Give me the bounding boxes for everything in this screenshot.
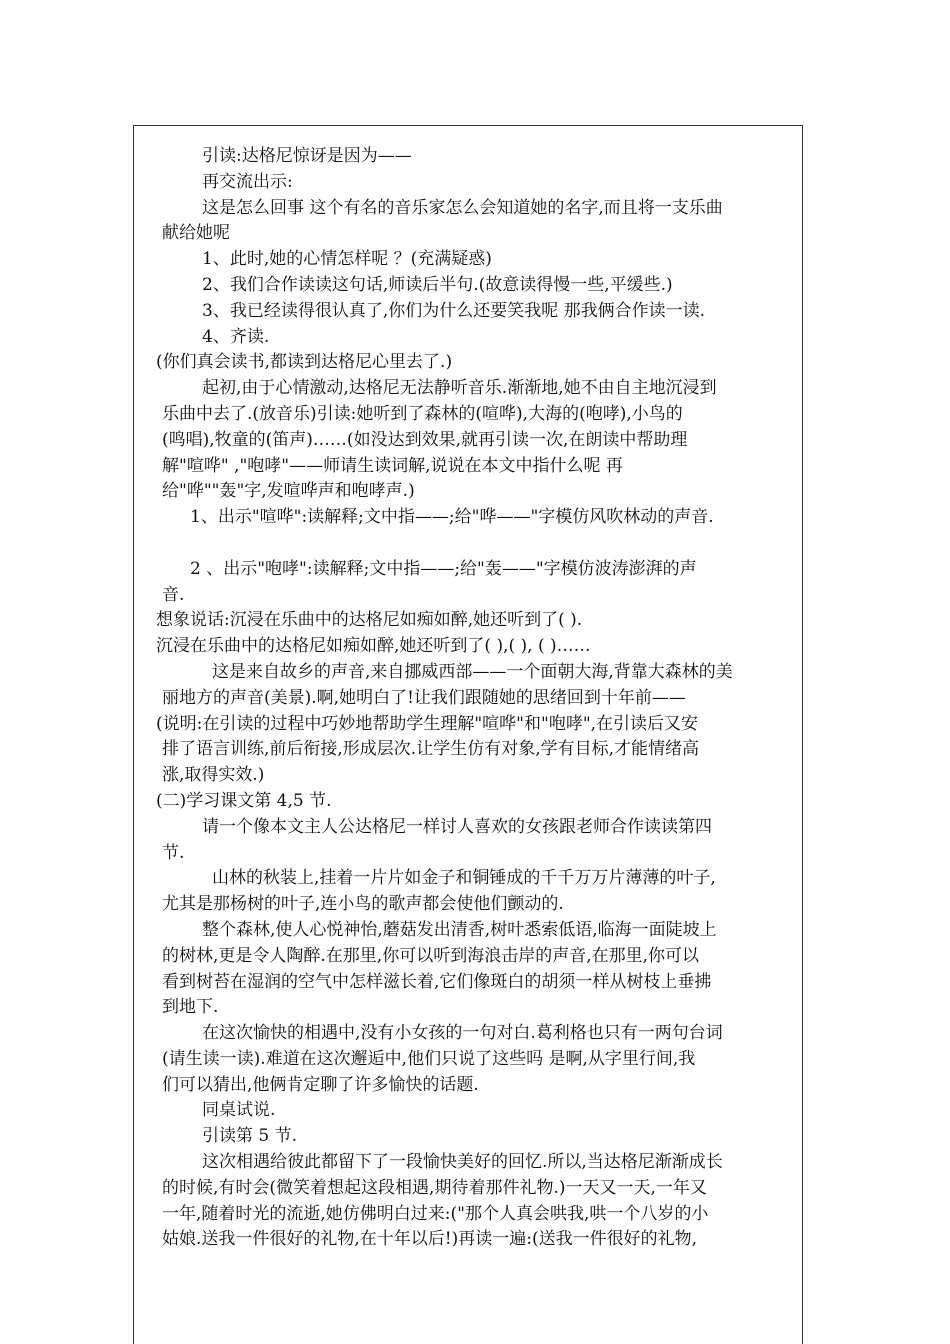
text-line: 整个森林,使人心悦神怡,蘑菇发出清香,树叶悉索低语,临海一面陡坡上 [202, 919, 717, 940]
text-line: 引读第 5 节. [202, 1126, 298, 1147]
text-line: 一年,随着时光的流逝,她仿佛明白过来:("那个人真会哄我,哄一个八岁的小 [162, 1203, 709, 1224]
text-line: 4、齐读. [202, 326, 270, 347]
text-line: 这次相遇给彼此都留下了一段愉快美好的回忆.所以,当达格尼渐渐成长 [202, 1152, 723, 1173]
text-line: 再交流出示: [202, 171, 293, 192]
text-line: 到地下. [162, 997, 219, 1018]
text-line: 沉浸在乐曲中的达格尼如痴如醉,她还听到了( ),( ), ( )…… [156, 636, 591, 657]
text-line: 2 、出示"咆哮":读解释;文中指——;给"轰——"字模仿波涛澎湃的声 [190, 558, 697, 579]
text-line: 看到树苔在湿润的空气中怎样滋长着,它们像斑白的胡须一样从树枝上垂拂 [162, 971, 712, 992]
text-line: 同桌试说. [202, 1100, 276, 1121]
text-line: 1、出示"喧哗":读解释;文中指——;给"哗——"字模仿风吹林动的声音. [190, 507, 714, 528]
text-line: 这是怎么回事 这个有名的音乐家怎么会知道她的名字,而且将一支乐曲 [202, 197, 723, 218]
text-line: (鸣唱),牧童的(笛声)……(如没达到效果,就再引读一次,在朗读中帮助理 [162, 429, 688, 450]
spacer [162, 531, 792, 557]
text-line: 排了语言训练,前后衔接,形成层次.让学生仿有对象,学有目标,才能情绪高 [162, 739, 700, 760]
text-line: 3、我已经读得很认真了,你们为什么还要笑我呢 那我俩合作读一读. [202, 300, 706, 321]
text-line: (你们真会读书,都读到达格尼心里去了.) [156, 352, 453, 373]
document-body [156, 144, 792, 1253]
text-line: 尤其是那杨树的叶子,连小鸟的歌声都会使他们颤动的. [162, 894, 564, 915]
text-line: 节. [162, 842, 185, 863]
text-line: 山林的秋装上,挂着一片片如金子和铜锤成的千千万万片薄薄的叶子, [212, 868, 716, 889]
text-line: 想象说话:沉浸在乐曲中的达格尼如痴如醉,她还听到了( ). [156, 610, 583, 631]
text-line: 引读:达格尼惊讶是因为—— [202, 146, 412, 166]
text-line: (说明:在引读的过程中巧妙地帮助学生理解"喧哗"和"咆哮",在引读后又安 [156, 713, 699, 734]
text-line: 乐曲中去了.(放音乐)引读:她听到了森林的(喧哗),大海的(咆哮),小鸟的 [162, 403, 683, 424]
text-line: 姑娘.送我一件很好的礼物,在十年以后!)再读一遍:(送我一件很好的礼物, [162, 1229, 698, 1250]
section-heading: (二)学习课文第 4,5 节. [156, 790, 332, 811]
text-line: 丽地方的声音(美景).啊,她明白了!让我们跟随她的思绪回到十年前—— [162, 687, 686, 708]
text-line: (请生读一读).难道在这次邂逅中,他们只说了这些吗 是啊,从字里行间,我 [162, 1048, 696, 1069]
text-line: 2、我们合作读读这句话,师读后半句.(故意读得慢一些,平缓些.) [202, 274, 673, 295]
text-line: 请一个像本文主人公达格尼一样讨人喜欢的女孩跟老师合作读读第四 [202, 816, 712, 837]
text-line: 这是来自故乡的声音,来自挪威西部——一个面朝大海,背靠大森林的美 [212, 661, 733, 682]
text-line: 起初,由于心情激动,达格尼无法静听音乐.渐渐地,她不由自主地沉浸到 [202, 378, 717, 399]
text-line: 的时候,有时会(微笑着想起这段相遇,期待着那件礼物.)一天又一天,一年又 [162, 1177, 707, 1198]
text-line: 音. [162, 584, 185, 605]
text-line: 解"喧哗" ,"咆哮"——师请生读词解,说说在本文中指什么呢 再 [162, 455, 623, 476]
text-line: 在这次愉快的相遇中,没有小女孩的一句对白.葛利格也只有一两句台词 [202, 1023, 723, 1044]
text-line: 的树林,更是令人陶醉.在那里,你可以听到海浪击岸的声音,在那里,你可以 [162, 945, 700, 966]
text-line: 们可以猜出,他俩肯定聊了许多愉快的话题. [162, 1074, 479, 1095]
text-line: 给"哗""轰"字,发喧哗声和咆哮声.) [162, 481, 415, 502]
text-line: 1、此时,她的心情怎样呢 ？(充满疑惑) [202, 249, 492, 270]
text-line: 涨,取得实效.) [162, 765, 265, 786]
text-line: 献给她呢 [162, 223, 230, 244]
